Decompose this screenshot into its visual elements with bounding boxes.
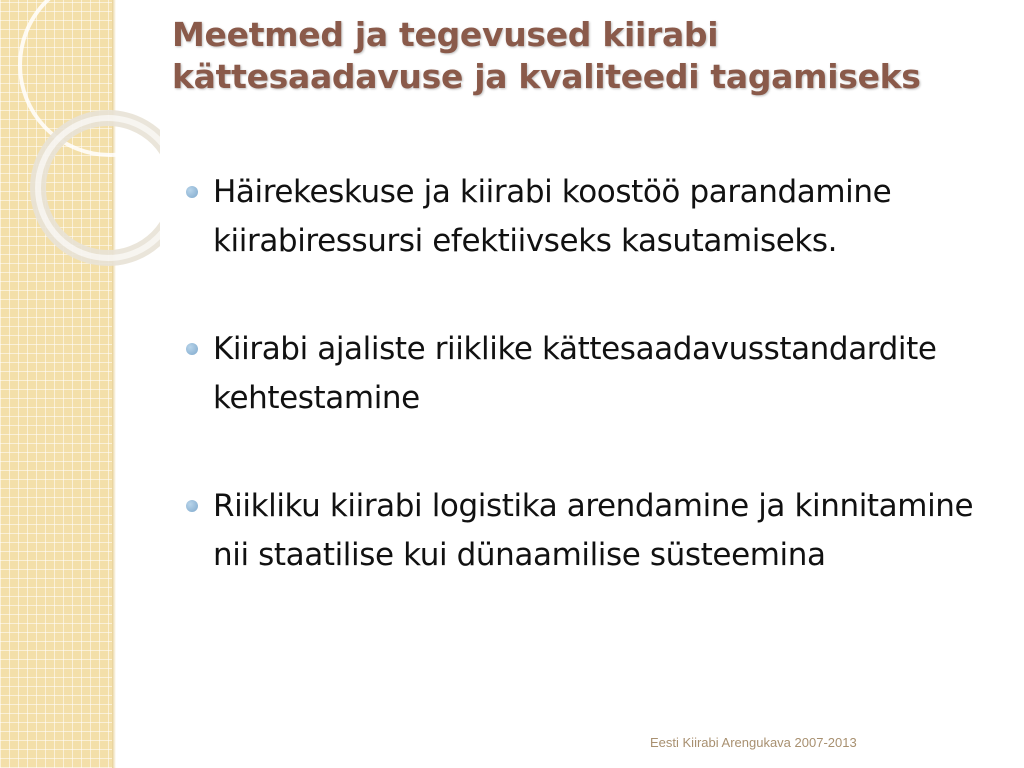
bullet-text: Häirekeskuse ja kiirabi koostöö parandamine kiirabiressursi efektiivseks kasutamiseks.	[213, 174, 892, 259]
bullet-text: Kiirabi ajaliste riiklike kättesaadavusstandardite kehtestamine	[213, 331, 937, 416]
bullet-text: Riikliku kiirabi logistika arendamine ja kinnitamine nii staatilise kui dünaamilise süsteemina	[213, 488, 974, 573]
slide-footer: Eesti Kiirabi Arengukava 2007-2013	[650, 735, 857, 750]
bullet-item	[186, 482, 986, 580]
slide-title-line-1: Meetmed ja tegevused kiirabi	[172, 15, 719, 54]
decorative-rings-graphic	[0, 0, 160, 300]
bullet-list	[186, 168, 986, 580]
bullet-item	[186, 168, 986, 266]
bullet-item	[186, 325, 986, 423]
slide-title-line-2: kättesaadavuse ja kvaliteedi tagamiseks	[172, 57, 921, 96]
slide-title	[172, 14, 972, 98]
bullet-dot-icon	[186, 500, 198, 512]
bullet-dot-icon	[186, 186, 198, 198]
bullet-dot-icon	[186, 343, 198, 355]
